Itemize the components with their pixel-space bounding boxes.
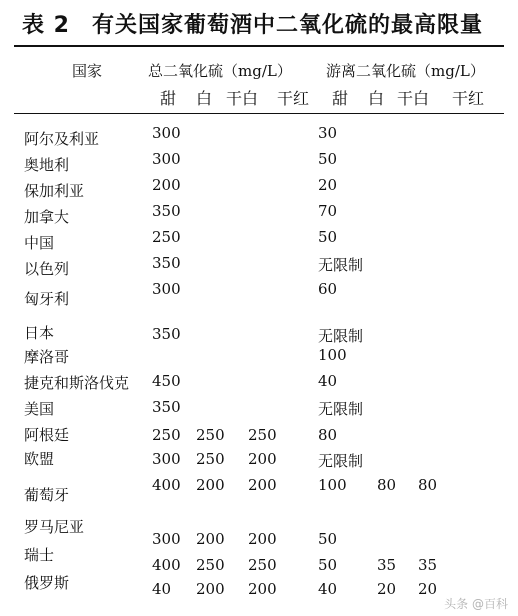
value-cell: 350 [152,202,181,220]
country-cell: 阿尔及利亚 [24,130,100,148]
country-cell: 罗马尼亚 [24,518,85,536]
header-total-so2: 总二氧化硫（mg/L） [148,62,292,80]
country-cell: 加拿大 [24,208,70,226]
value-cell: 60 [318,280,338,298]
value-cell: 200 [248,476,277,494]
watermark: 头条 @百科 [444,597,508,611]
value-cell: 250 [152,426,181,444]
value-cell: 50 [318,530,338,548]
value-cell: 300 [152,124,181,142]
value-cell: 300 [152,280,181,298]
country-cell: 日本 [24,324,55,342]
top-rule [14,45,504,47]
header-country: 国家 [72,62,103,80]
country-cell: 欧盟 [24,450,55,468]
value-cell: 20 [318,176,338,194]
country-cell: 保加利亚 [24,182,85,200]
value-cell: 250 [196,556,225,574]
value-cell: 100 [318,346,347,364]
value-cell: 30 [318,124,338,142]
value-cell: 无限制 [318,327,364,345]
value-cell: 350 [152,325,181,343]
table-number: 表 2 [22,13,70,38]
sub-header-5: 白 [368,89,385,108]
value-cell: 80 [318,426,338,444]
value-cell: 200 [196,530,225,548]
value-cell: 80 [377,476,397,494]
sub-header-0: 甜 [160,89,177,108]
country-cell: 瑞士 [24,546,55,564]
value-cell: 250 [196,426,225,444]
sub-header-7: 干红 [452,89,485,108]
value-cell: 400 [152,556,181,574]
country-cell: 阿根廷 [24,426,70,444]
country-cell: 捷克和斯洛伐克 [24,374,130,392]
value-cell: 200 [248,450,277,468]
sub-header-3: 干红 [277,89,310,108]
value-cell: 250 [152,228,181,246]
country-cell: 中国 [24,234,55,252]
country-cell: 美国 [24,400,55,418]
value-cell: 200 [248,580,277,598]
value-cell: 无限制 [318,452,364,470]
value-cell: 40 [318,372,338,390]
value-cell: 35 [418,556,438,574]
value-cell: 35 [377,556,397,574]
value-cell: 300 [152,450,181,468]
value-cell: 100 [318,476,347,494]
table-title [22,8,483,39]
value-cell: 300 [152,150,181,168]
country-cell: 奥地利 [24,156,70,174]
value-cell: 80 [418,476,438,494]
country-cell: 摩洛哥 [24,348,70,366]
sub-header-2: 干白 [226,89,259,108]
value-cell: 200 [196,580,225,598]
value-cell: 40 [318,580,338,598]
value-cell: 50 [318,150,338,168]
header-rule [14,113,504,114]
value-cell: 400 [152,476,181,494]
value-cell: 200 [152,176,181,194]
value-cell: 70 [318,202,338,220]
value-cell: 20 [418,580,438,598]
value-cell: 40 [152,580,172,598]
sub-header-6: 干白 [397,89,430,108]
value-cell: 20 [377,580,397,598]
country-cell: 葡萄牙 [24,486,70,504]
value-cell: 250 [248,426,277,444]
value-cell: 350 [152,398,181,416]
value-cell: 50 [318,556,338,574]
country-cell: 以色列 [24,260,70,278]
country-cell: 俄罗斯 [24,574,70,592]
header-free-so2: 游离二氧化硫（mg/L） [326,62,485,80]
country-cell: 匈牙利 [24,290,70,308]
sub-header-4: 甜 [332,89,349,108]
value-cell: 250 [196,450,225,468]
value-cell: 250 [248,556,277,574]
value-cell: 300 [152,530,181,548]
value-cell: 200 [196,476,225,494]
value-cell: 450 [152,372,181,390]
value-cell: 无限制 [318,256,364,274]
sub-header-1: 白 [196,89,213,108]
value-cell: 50 [318,228,338,246]
table-caption: 有关国家葡萄酒中二氧化硫的最高限量 [91,13,483,38]
value-cell: 350 [152,254,181,272]
value-cell: 200 [248,530,277,548]
value-cell: 无限制 [318,400,364,418]
